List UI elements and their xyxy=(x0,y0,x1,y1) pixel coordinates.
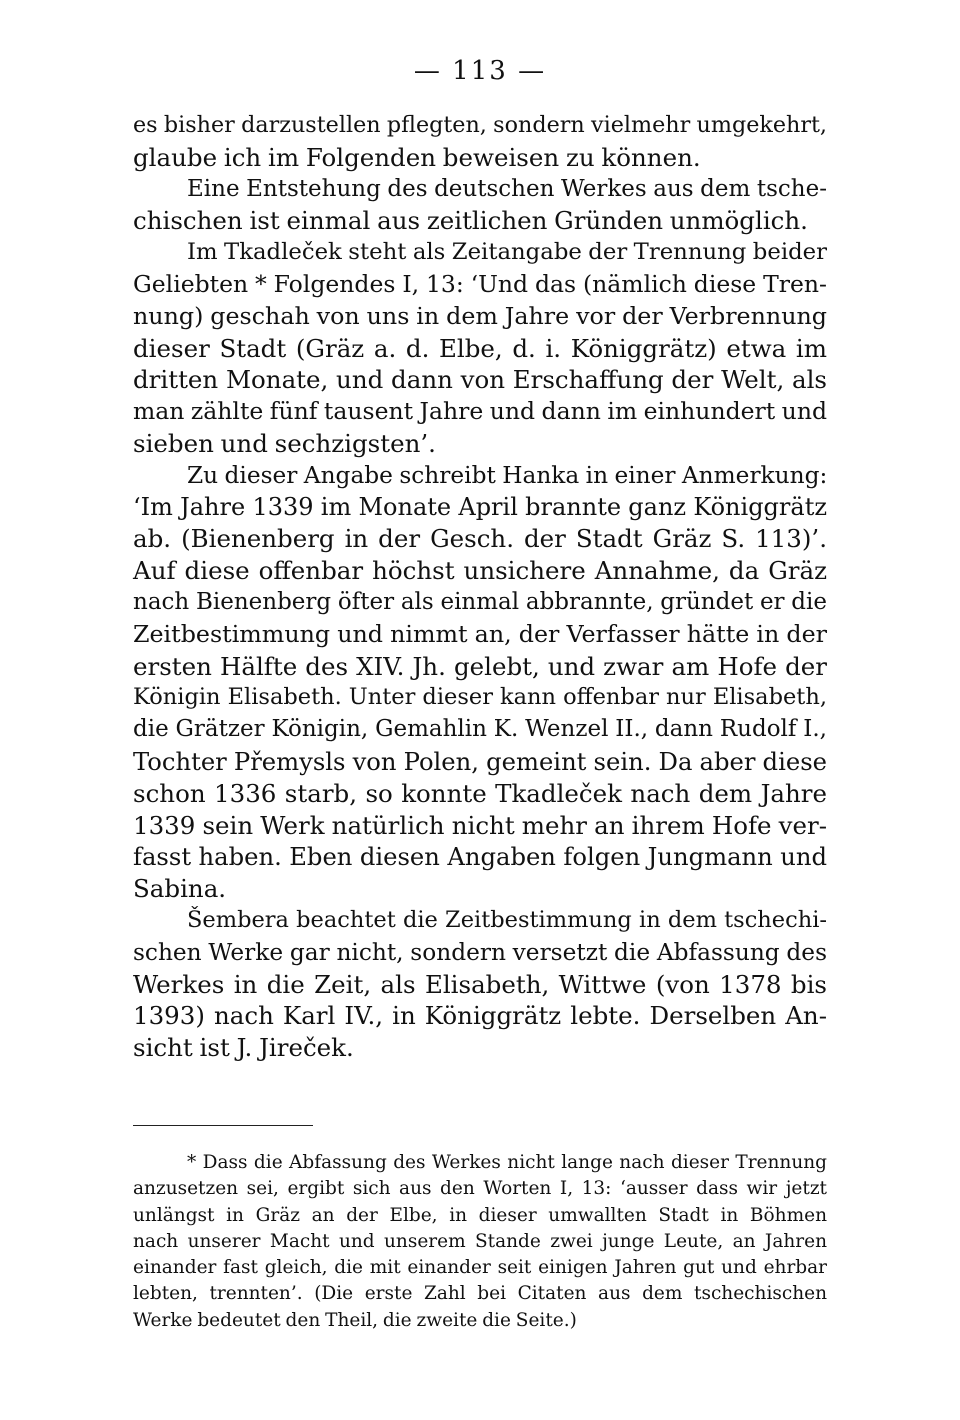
text-line: nung) geschah von uns in dem Jahre vor der Verbrennung xyxy=(133,301,827,330)
footnote-line: * Dass die Abfassung des Werkes nicht lange nach dieser Trennung xyxy=(187,1152,827,1173)
text-line: Im Tkadleček steht als Zeitangabe der Trennung beider xyxy=(187,239,827,266)
text-line: man zählte fünf tausent Jahre und dann im einhundert und xyxy=(133,397,827,426)
text-line: schon 1336 starb, so konnte Tkadleček nach dem Jahre xyxy=(133,778,827,808)
page-number: — 113 — xyxy=(413,56,547,86)
text-line: schen Werke gar nicht, sondern versetzt die Abfassung des xyxy=(133,938,827,966)
text-line: ersten Hälfte des XIV. Jh. gelebt, und zwar am Hofe der xyxy=(133,651,827,681)
text-line: ab. (Bienenberg in der Gesch. der Stadt Gräz S. 113)’. xyxy=(133,524,827,554)
footnote-line: einander fast gleich, die mit einander seit einigen Jahren gut und ehrbar xyxy=(133,1257,827,1279)
text-line: glaube ich im Folgenden beweisen zu können. xyxy=(133,142,701,172)
text-line: Šembera beachtet die Zeitbestimmung in dem tschechi- xyxy=(187,906,827,933)
text-line: Eine Entstehung des deutschen Werkes aus dem tsche- xyxy=(187,175,827,202)
footnote-line: nach unserer Macht und unserem Stande zwei junge Leute, an Jahren xyxy=(133,1230,827,1252)
footnote-line: Werke bedeutet den Theil, die zweite die Seite.) xyxy=(133,1309,577,1331)
text-line: dritten Monate, und dann von Erschaffung der Welt, als xyxy=(133,365,827,395)
text-line: Werkes in die Zeit, als Elisabeth, Wittwe (von 1378 bis xyxy=(133,969,827,999)
text-line: Zu dieser Angabe schreibt Hanka in einer Anmerkung: xyxy=(187,461,828,489)
text-line: dieser Stadt (Gräz a. d. Elbe, d. i. Königgrätz) etwa im xyxy=(133,333,827,363)
text-line: 1339 sein Werk natürlich nicht mehr an ihrem Hofe ver- xyxy=(133,810,827,840)
footnote xyxy=(133,1150,827,1334)
footnote-line: lebten, trennten’. (Die erste Zahl bei Citaten aus dem tschechischen xyxy=(133,1283,827,1305)
text-line: es bisher darzustellen pflegten, sondern vielmehr umgekehrt, xyxy=(133,112,827,138)
text-line: Königin Elisabeth. Unter dieser kann offenbar nur Elisabeth, xyxy=(133,684,827,711)
text-line: Auf diese offenbar höchst unsichere Annahme, da Gräz xyxy=(133,556,827,586)
text-line: Sabina. xyxy=(133,874,227,904)
text-line: 1393) nach Karl IV., in Königgrätz lebte. Derselben An- xyxy=(133,1001,827,1031)
text-line: chischen ist einmal aus zeitlichen Gründen unmöglich. xyxy=(133,206,808,236)
text-line: Geliebten * Folgendes I, 13: ‘Und das (nämlich diese Tren- xyxy=(133,269,827,298)
footnote-line: unlängst in Gräz an der Elbe, in dieser umwallten Stadt in Böhmen xyxy=(133,1204,827,1226)
text-line: Tochter Přemysls von Polen, gemeint sein. Da aber diese xyxy=(133,746,827,776)
text-line: fasst haben. Eben diesen Angaben folgen Jungmann und xyxy=(133,842,827,872)
footnote-line: anzusetzen sei, ergibt sich aus den Worten I, 13: ‘ausser dass wir jetzt xyxy=(133,1178,827,1200)
main-text xyxy=(133,110,827,1064)
text-line: ‘Im Jahre 1339 im Monate April brannte ganz Königgrätz xyxy=(133,492,827,521)
footnote-separator xyxy=(133,1125,313,1126)
text-line: Zeitbestimmung und nimmt an, der Verfasser hätte in der xyxy=(133,619,827,648)
text-line: sieben und sechzigsten’. xyxy=(133,428,436,458)
text-line: nach Bienenberg öfter als einmal abbrannte, gründet er die xyxy=(133,588,827,615)
text-line: sicht ist J. Jireček. xyxy=(133,1033,354,1063)
text-line: die Grätzer Königin, Gemahlin K. Wenzel II., dann Rudolf I., xyxy=(133,716,827,743)
